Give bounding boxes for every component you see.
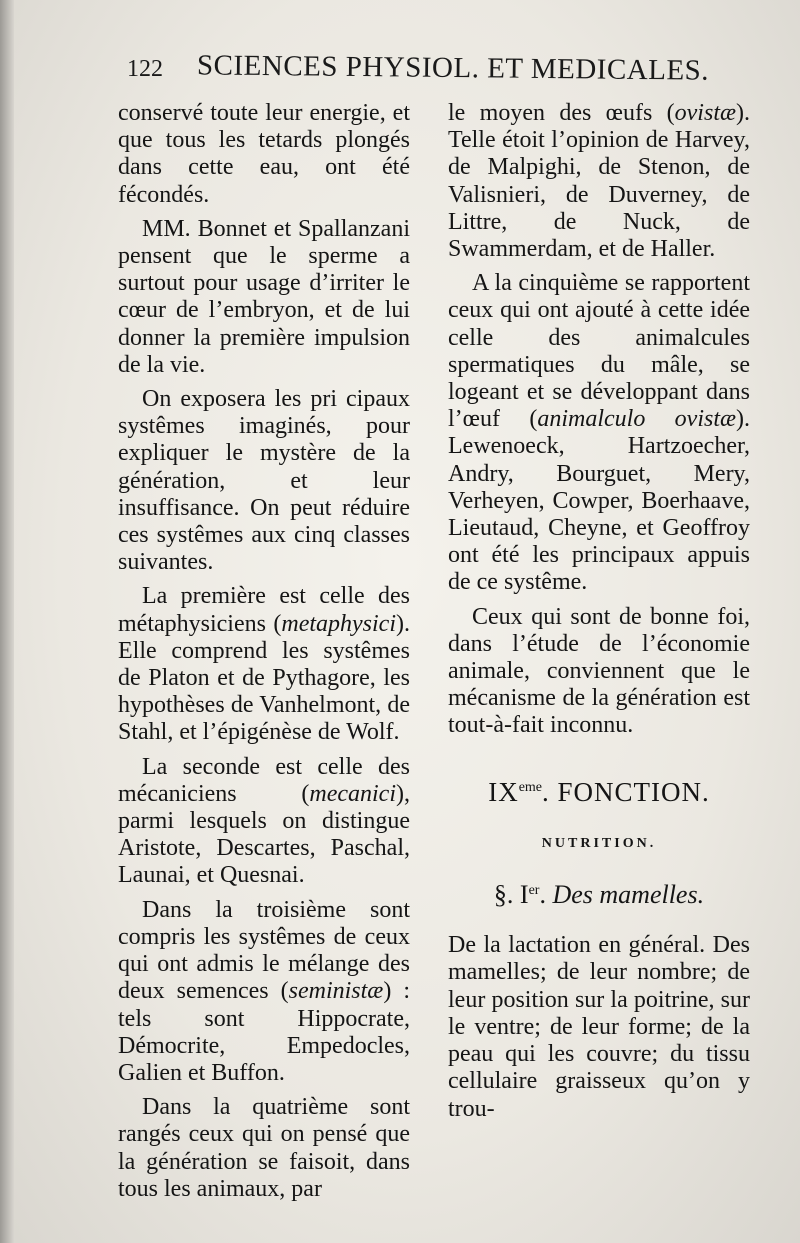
fonction-numeral: IX	[488, 776, 519, 807]
fonction-title: . FONCTION.	[542, 776, 710, 807]
paragraph-left-6	[118, 897, 410, 1087]
text-run: A la cinquième se rapportent ceux qui ont ajouté à cette idée celle des animalcules spermatiques du mâle, se logeant et se développant dans l’œuf (	[448, 270, 750, 433]
latin-term: metaphysici	[281, 610, 396, 637]
text-run: La première est celle des métaphysiciens (	[118, 583, 410, 637]
latin-term: animalculo ovistæ	[537, 406, 736, 433]
section-ordinal-suffix: er	[528, 883, 540, 899]
text-run: ). Lewenoeck, Hartzoecher, Andry, Bourguet, Mery, Verheyen, Cowper, Boerhaave, Lieutaud, Cheyne, et Geoffroy ont été les principaux appuis de ce systême.	[448, 406, 750, 596]
page-header	[127, 49, 727, 98]
section-heading	[448, 877, 750, 908]
fonction-numeral-suffix: eme	[518, 779, 543, 795]
paragraph-left-3: On exposera les pri cipaux systêmes imaginés, pour expliquer le mystère de la génération, et leur insuffisance. On peut réduire ces systêmes aux cinq classes suivantes.	[118, 386, 410, 576]
latin-term: mecanici	[309, 780, 396, 807]
running-title: SCIENCES PHYSIOL. ET MEDICALES.	[196, 49, 710, 87]
paragraph-left-1: conservé toute leur energie, et que tous les tetards plongés dans cette eau, ont été fécondés.	[118, 100, 410, 208]
page-number: 122	[127, 56, 163, 82]
left-column	[118, 100, 410, 1210]
fonction-heading	[448, 774, 750, 806]
text-run: ). Elle comprend les systêmes de Platon et de Pythagore, les hypothèses de Vanhelmont, de Stahl, et l’épigénèse de Wolf.	[118, 610, 410, 746]
latin-term: seministæ	[288, 978, 384, 1005]
text-run: le moyen des œufs (	[448, 100, 675, 126]
text-run: ) : tels sont Hippocrate, Démocrite, Empedocles, Galien et Buffon.	[118, 978, 410, 1086]
paragraph-right-3: Ceux qui sont de bonne foi, dans l’étude de l’économie animale, conviennent que le mécanisme de la génération est tout-à-fait inconnu.	[448, 603, 750, 739]
section-symbol: §. I	[493, 880, 529, 910]
paragraph-left-7: Dans la quatrième sont rangés ceux qui on pensé que la génération se faisoit, dans tous les animaux, par	[118, 1094, 410, 1202]
text-run: Dans la troisième sont compris les systêmes de ceux qui ont admis le mélange des deux semences (	[118, 896, 410, 1005]
paragraph-right-2	[448, 270, 750, 596]
nutrition-subheading: NUTRITION.	[541, 835, 657, 851]
paragraph-left-2: MM. Bonnet et Spallanzani pensent que le sperme a surtout pour usage d’irriter le cœur de l’embryon, et de lui donner la première impulsion de la vie.	[118, 215, 410, 378]
section-dot: .	[539, 880, 553, 910]
page-gutter-shadow	[0, 0, 14, 1243]
paragraph-left-4	[118, 583, 410, 746]
paragraph-lactation: De la lactation en général. Des mamelles; de leur nombre; de leur position sur la poitrine, sur le ventre; de leur forme; de la peau qui les couvre; du tissu cellulaire graisseux qu’on y trou-	[448, 932, 750, 1122]
text-run: La seconde est celle des mécaniciens (	[118, 753, 410, 807]
section-title: Des mamelles.	[552, 880, 705, 910]
text-run: ). Telle étoit l’opinion de Harvey, de Malpighi, de Stenon, de Valisnieri, de Duverney, de Littre, de Nuck, de Swammerdam, et de Haller.	[448, 100, 750, 263]
text-run: ), parmi lesquels on distingue Aristote, Descartes, Paschal, Launai, et Quesnai.	[118, 780, 410, 889]
latin-term: ovistæ	[674, 100, 736, 126]
right-column	[448, 100, 750, 1130]
paragraph-left-5	[118, 754, 410, 890]
paragraph-right-1	[448, 100, 750, 263]
